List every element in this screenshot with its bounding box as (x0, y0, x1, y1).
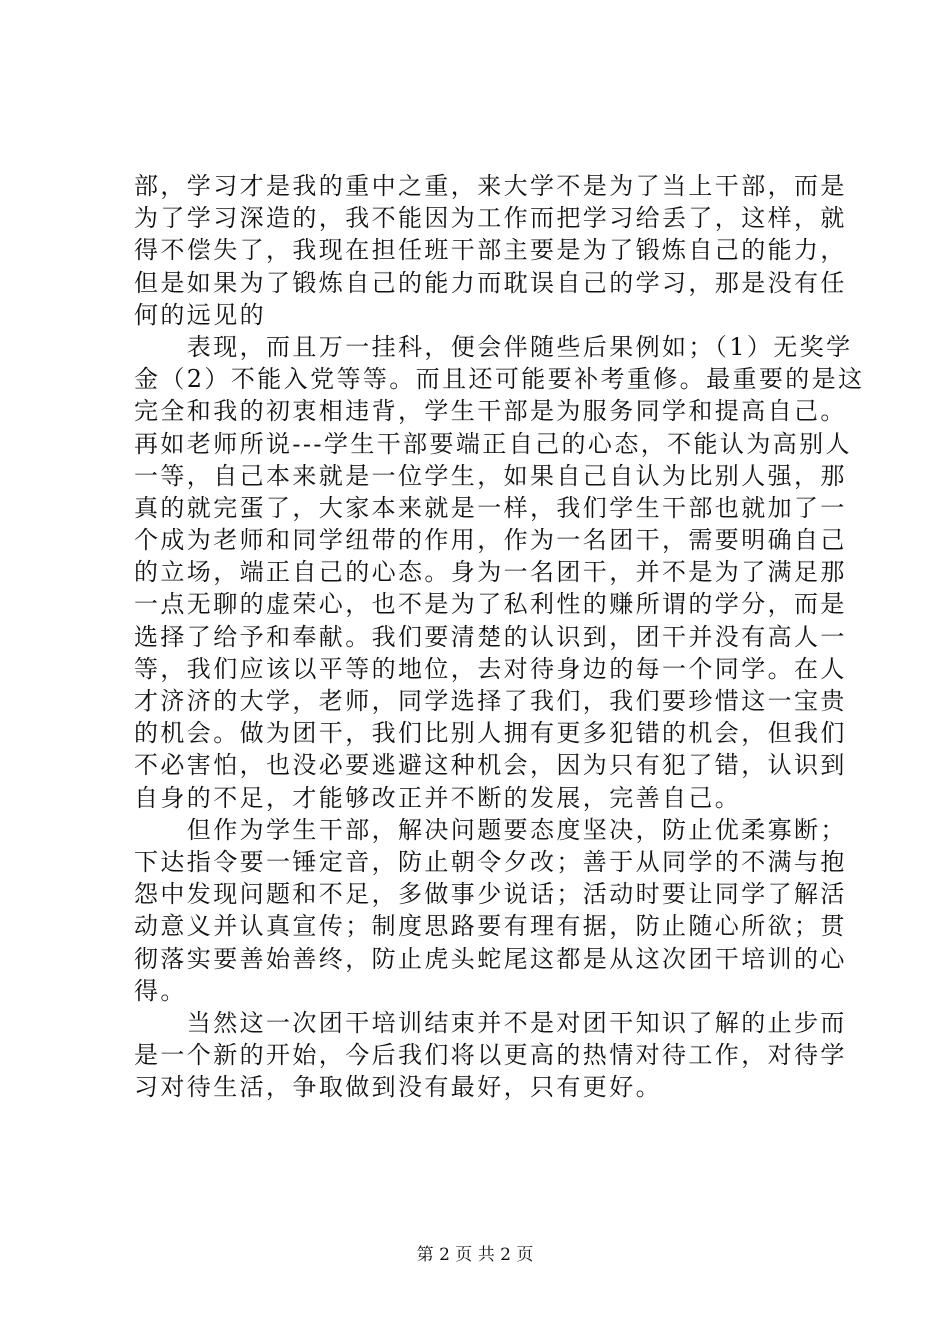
text-line: 完全和我的初衷相违背，学生干部是为服务同学和提高自己。 (134, 397, 847, 426)
text-line: 部，学习才是我的重中之重，来大学不是为了当上干部，而是 (134, 172, 847, 200)
text-line: 习对待生活，争取做到没有最好，只有更好。 (134, 1073, 662, 1102)
text-line: 下达指令要一锤定音，防止朝令夕改；善于从同学的不满与抱 (134, 847, 847, 876)
text-line: 一点无聊的虚荣心，也不是为了私利性的赚所谓的学分，而是 (134, 590, 847, 619)
text-line: 但作为学生干部，解决问题要态度坚决，防止优柔寡断； (134, 815, 847, 844)
text-line: 才济济的大学，老师，同学选择了我们，我们要珍惜这一宝贵 (134, 687, 847, 715)
body-text (134, 170, 865, 1103)
text-line: 个成为老师和同学纽带的作用，作为一名团干，需要明确自己 (134, 526, 847, 555)
text-line: 的立场，端正自己的心态。身为一名团干，并不是为了满足那 (134, 558, 847, 587)
text-line: 得不偿失了，我现在担任班干部主要是为了锻炼自己的能力， (134, 236, 847, 265)
text-line: 自身的不足，才能够改正并不断的发展，完善自己。 (134, 783, 742, 812)
text-line: 等，我们应该以平等的地位，去对待身边的每一个同学。在人 (134, 654, 847, 683)
text-line: 不必害怕，也没必要逃避这种机会，因为只有犯了错，认识到 (134, 751, 847, 780)
text-line: 怨中发现问题和不足，多做事少说话；活动时要让同学了解活 (134, 880, 847, 909)
text-line: 得。 (134, 976, 187, 1005)
text-line: 再如老师所说---学生干部要端正自己的心态，不能认为高别人 (134, 429, 852, 458)
text-line: 为了学习深造的，我不能因为工作而把学习给丢了，这样，就 (134, 204, 847, 233)
text-line: 但是如果为了锻炼自己的能力而耽误自己的学习，那是没有任 (134, 268, 847, 297)
text-line: 当然这一次团干培训结束并不是对团干知识了解的止步而 (134, 1008, 847, 1037)
text-line: 动意义并认真宣传；制度思路要有理有据，防止随心所欲；贯 (134, 912, 847, 941)
text-line: 表现，而且万一挂科，便会伴随些后果例如；（1）无奖学 (134, 332, 853, 361)
text-line: 彻落实要善始善终，防止虎头蛇尾这都是从这次团干培训的心 (134, 944, 847, 973)
text-line: 金（2）不能入党等等。而且还可能要补考重修。最重要的是这 (134, 365, 865, 394)
text-line: 是一个新的开始，今后我们将以更高的热情对待工作，对待学 (134, 1041, 847, 1070)
text-line: 真的就完蛋了，大家本来就是一样，我们学生干部也就加了一 (134, 493, 847, 522)
text-line: 的机会。做为团干，我们比别人拥有更多犯错的机会，但我们 (134, 719, 847, 748)
page-number-footer: 第 2 页 共 2 页 (416, 1245, 534, 1265)
text-line: 何的远见的 (134, 300, 266, 329)
text-line: 一等，自己本来就是一位学生，如果自己自认为比别人强，那 (134, 461, 847, 490)
text-line: 选择了给予和奉献。我们要清楚的认识到，团干并没有高人一 (134, 622, 847, 651)
